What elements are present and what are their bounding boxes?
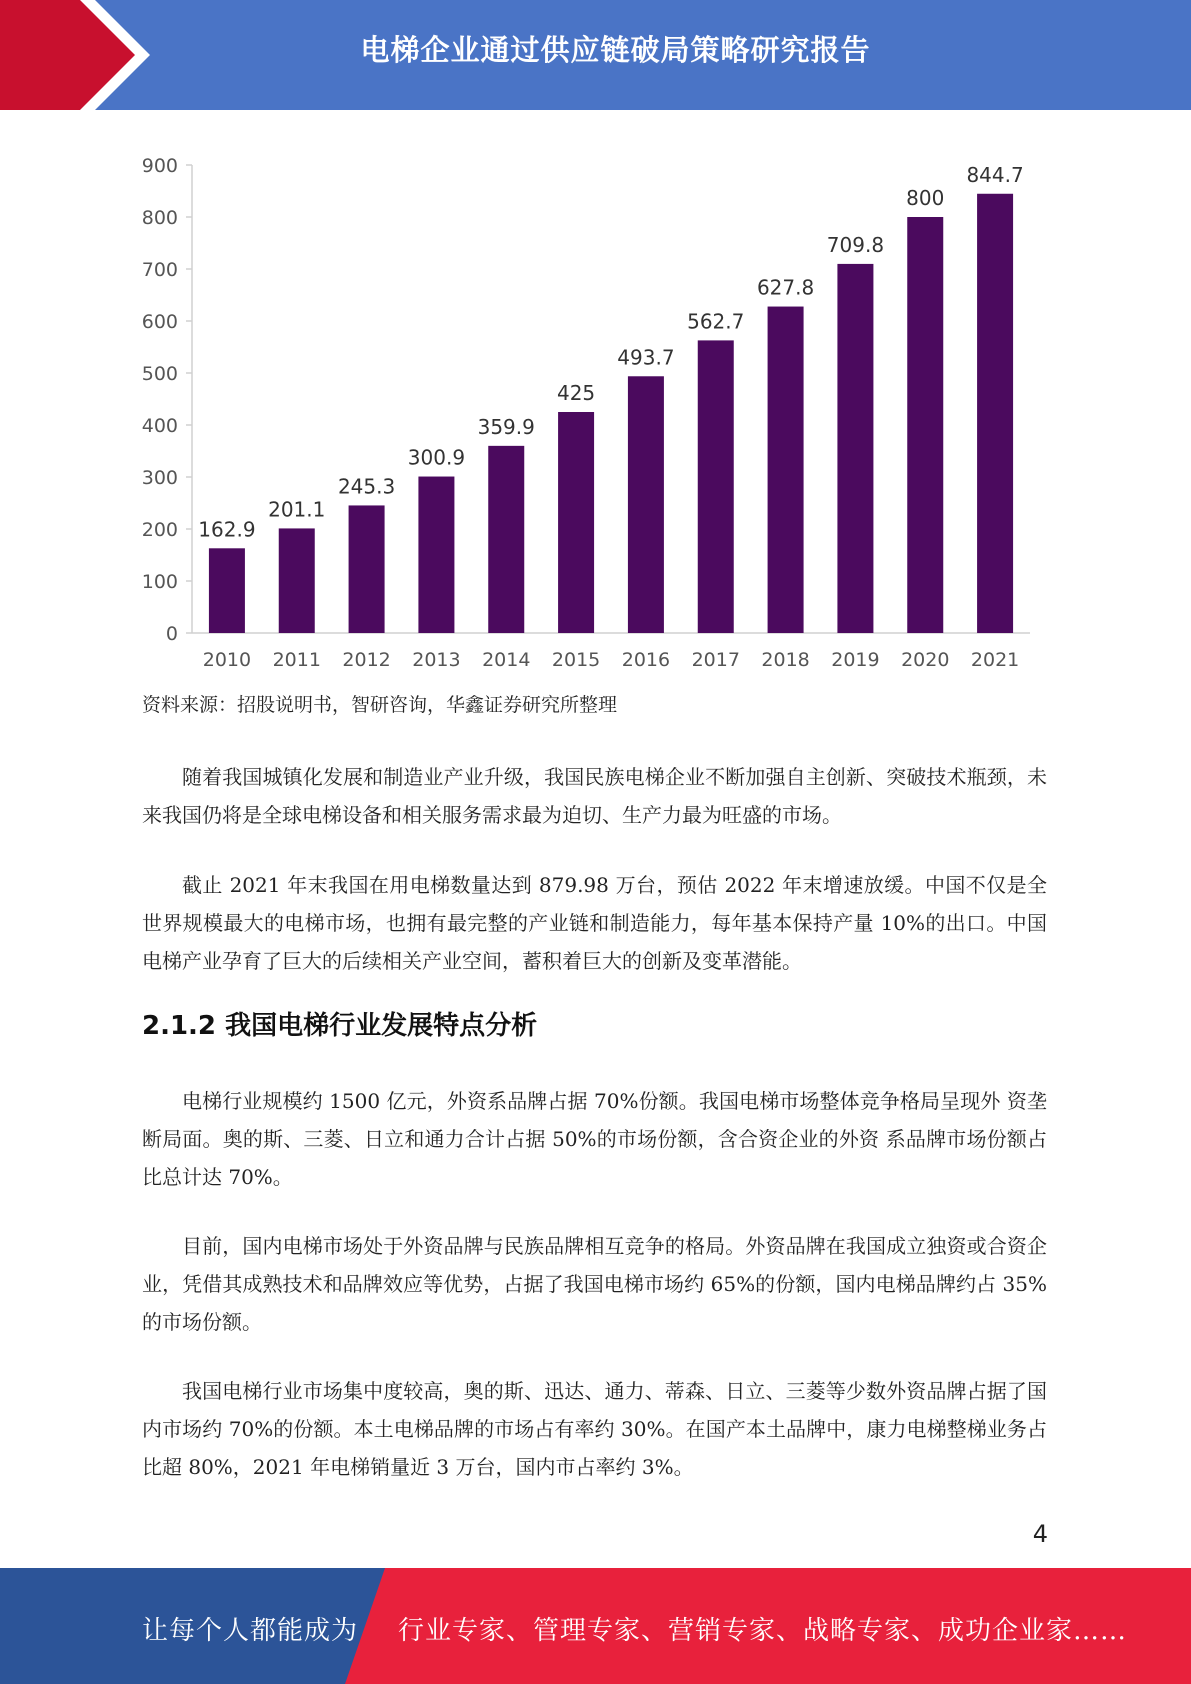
- y-tick-label: 100: [141, 571, 178, 593]
- report-title: 电梯企业通过供应链破局策略研究报告: [360, 33, 871, 67]
- bar-chart: [130, 145, 1050, 675]
- data-label: 800: [906, 186, 945, 210]
- y-tick-label: 800: [141, 207, 178, 229]
- bar-2017: [698, 340, 734, 633]
- x-tick-label: 2016: [621, 649, 671, 671]
- x-tick-label: 2014: [482, 649, 531, 671]
- bar-2010: [209, 548, 245, 633]
- x-tick-label: 2015: [551, 649, 601, 671]
- x-tick-label: 2013: [412, 649, 461, 671]
- bar-2016: [628, 376, 664, 633]
- bar-2013: [418, 477, 454, 633]
- data-label: 493.7: [617, 345, 675, 370]
- x-tick-label: 2011: [272, 649, 321, 671]
- bar-2014: [488, 446, 524, 633]
- header-arrow-decoration: [0, 0, 150, 110]
- data-label: 627.8: [756, 275, 815, 300]
- y-tick-label: 0: [165, 623, 178, 645]
- data-label: 300.9: [407, 445, 466, 470]
- bar-2012: [349, 505, 385, 633]
- y-tick-label: 200: [141, 519, 178, 541]
- y-tick-label: 300: [141, 467, 178, 489]
- page-header: [0, 0, 1191, 110]
- paragraph-industry-scale: 电梯行业规模约 1500 亿元，外资系品牌占据 70%份额。我国电梯市场整体竞争格局呈现外 资垄断局面。奥的斯、三菱、日立和通力合计占据 50%的市场份额，含合资企业的外资 系品牌市场份额占比总计达 70%。: [142, 1089, 1047, 1189]
- y-tick-label: 700: [141, 259, 178, 281]
- page-number: 4: [1032, 1520, 1048, 1548]
- bar-2015: [558, 412, 594, 633]
- y-tick-label: 400: [141, 415, 178, 437]
- paragraph-urbanization: 随着我国城镇化发展和制造业产业升级，我国民族电梯企业不断加强自主创新、突破技术瓶颈，未来我国仍将是全球电梯设备和相关服务需求最为迫切、生产力最为旺盛的市场。: [142, 765, 1047, 827]
- data-label: 844.7: [966, 162, 1024, 187]
- bar-2019: [837, 264, 873, 633]
- data-label: 245.3: [337, 474, 396, 499]
- data-label: 425: [556, 381, 596, 405]
- y-tick-label: 600: [141, 311, 178, 333]
- y-tick-label: 500: [141, 363, 178, 385]
- x-tick-label: 2020: [901, 649, 950, 671]
- bar-2011: [279, 528, 315, 633]
- x-tick-label: 2010: [202, 649, 252, 671]
- bar-2018: [768, 307, 804, 633]
- data-label: 359.9: [477, 414, 535, 439]
- data-label: 201.1: [268, 497, 326, 522]
- y-tick-label: 900: [141, 155, 178, 177]
- data-label: 709.8: [826, 232, 885, 257]
- data-label: 562.7: [687, 309, 745, 334]
- paragraph-market-competition: 目前，国内电梯市场处于外资品牌与民族品牌相互竞争的格局。外资品牌在我国成立独资或合资企业，凭借其成熟技术和品牌效应等优势，占据了我国电梯市场约 65%的份额，国内电梯品牌约占 35%的市场份额。: [142, 1234, 1047, 1334]
- data-label: 162.9: [198, 517, 256, 542]
- paragraph-market-concentration: 我国电梯行业市场集中度较高，奥的斯、迅达、通力、蒂森、日立、三菱等少数外资品牌占据了国内市场约 70%的份额。本土电梯品牌的市场占有率约 30%。在国产本土品牌中，康力电梯整梯业务占比超 80%，2021 年电梯销量近 3 万台，国内市占率约 3%。: [142, 1379, 1047, 1479]
- bar-2020: [907, 217, 943, 633]
- x-tick-label: 2017: [691, 649, 740, 671]
- chart-source-note: 资料来源：招股说明书，智研咨询，华鑫证券研究所整理: [142, 694, 618, 716]
- footer-slogan-right: 行业专家、管理专家、营销专家、战略专家、成功企业家……: [398, 1616, 1128, 1646]
- x-tick-label: 2019: [831, 649, 880, 671]
- x-tick-label: 2021: [970, 649, 1020, 671]
- x-tick-label: 2018: [761, 649, 810, 671]
- x-tick-label: 2012: [342, 649, 391, 671]
- footer-slogan-left: 让每个人都能成为: [142, 1616, 359, 1646]
- section-heading: 2.1.2 我国电梯行业发展特点分析: [142, 1011, 538, 1041]
- paragraph-elevator-count: 截止 2021 年末我国在用电梯数量达到 879.98 万台，预估 2022 年末增速放缓。中国不仅是全世界规模最大的电梯市场，也拥有最完整的产业链和制造能力，每年基本保持产量 10%的出口。中国电梯产业孕育了巨大的后续相关产业空间，蓄积着巨大的创新及变革潜能。: [142, 873, 1047, 973]
- bar-2021: [977, 194, 1013, 633]
